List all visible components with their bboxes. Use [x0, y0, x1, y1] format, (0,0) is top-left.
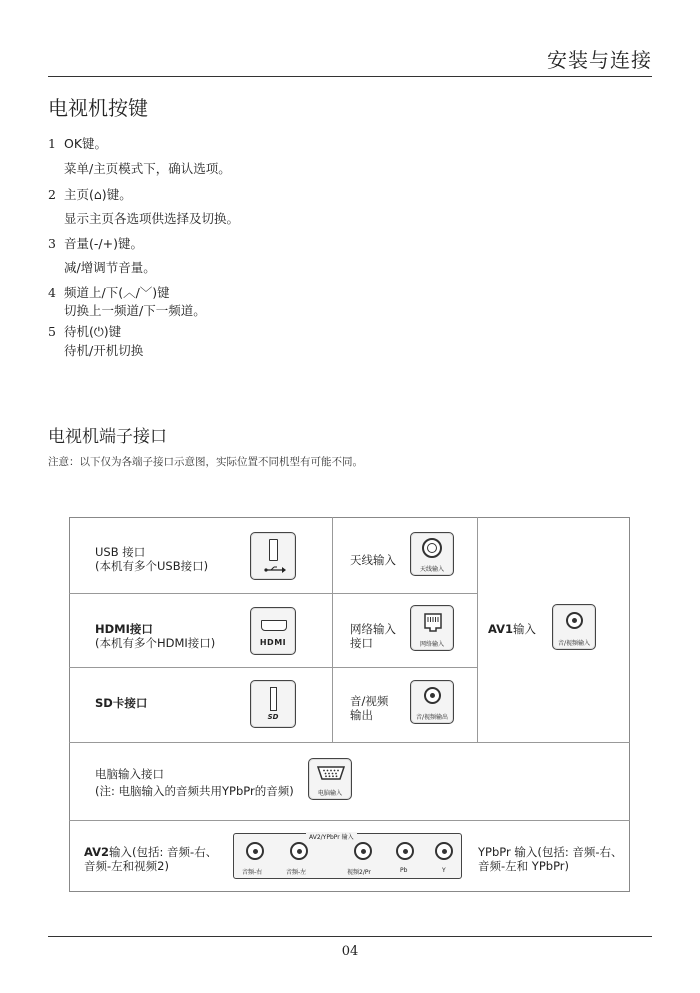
av1-label-text: 输入: [513, 622, 537, 636]
item-description: 切换上一频道/下一频道。: [64, 303, 206, 318]
item-description: 减/增调节音量。: [64, 260, 156, 275]
av-out-caption: 音/视频输出: [415, 714, 449, 721]
item-number: 1: [48, 136, 56, 151]
ypbpr-label: [478, 845, 623, 873]
antenna-port-diagram: [410, 532, 454, 576]
network-port-diagram: [410, 605, 454, 651]
pb-jack: [396, 842, 414, 860]
antenna-caption: 天线输入: [419, 566, 444, 573]
av2-panel-title: AV2/YPbPr 输入: [306, 832, 357, 841]
sd-port-diagram: [250, 680, 296, 728]
table-divider: [69, 667, 477, 668]
table-divider: [332, 517, 333, 742]
network-label: [350, 622, 396, 650]
button-item-channel: [48, 284, 170, 302]
ethernet-icon: [422, 610, 444, 632]
footer-divider: [48, 936, 652, 937]
sd-label: SD卡接口: [95, 696, 148, 710]
audio-right-caption: 音频-右: [242, 869, 263, 876]
pc-subtitle: (注: 电脑输入的音频共用YPbPr的音频): [95, 784, 294, 798]
hdmi-subtitle: (本机有多个HDMI接口): [95, 636, 216, 650]
item-description: 显示主页各选项供选择及切换。: [64, 211, 240, 226]
item-description: 菜单/主页模式下，确认选项。: [64, 161, 231, 176]
usb-title: USB 接口: [95, 545, 146, 559]
av2-label-line2: 音频-左和视频2): [84, 859, 169, 873]
av-out-label: [350, 694, 388, 722]
item-label: OK键。: [64, 136, 108, 151]
av1-port-diagram: [552, 604, 596, 650]
usb-slot: [269, 539, 278, 561]
network-caption: 网络输入: [419, 641, 444, 648]
page-header-title: 安装与连接: [547, 48, 652, 72]
header-divider: [48, 76, 652, 77]
hdmi-label: [95, 622, 215, 650]
audio-right-jack: [246, 842, 264, 860]
button-item-volume: [48, 235, 143, 253]
ypbpr-label-line1: YPbPr 输入(包括: 音频-右、: [478, 845, 623, 859]
button-item-ok: [48, 135, 107, 153]
antenna-jack: [422, 538, 442, 558]
pc-label: [95, 767, 294, 798]
av1-label-bold: AV1: [488, 622, 514, 636]
item-number: 4: [48, 285, 56, 300]
hdmi-port-diagram: [250, 607, 296, 655]
y-caption: Y: [442, 867, 446, 874]
hdmi-title: HDMI接口: [95, 622, 153, 636]
vga-icon: [317, 765, 345, 781]
av-out-label-line2: 输出: [350, 708, 373, 722]
audio-left-caption: 音频-左: [286, 869, 307, 876]
av2-label: [84, 845, 217, 873]
pb-caption: Pb: [400, 867, 408, 874]
av1-label: [488, 622, 536, 636]
av2-label-text: 输入(包括: 音频-右、: [109, 845, 218, 859]
usb-port-diagram: [250, 532, 296, 580]
av1-jack: [566, 612, 583, 629]
hdmi-logo: HDMI: [259, 638, 287, 647]
item-label: 主页(⌂)键。: [64, 187, 132, 202]
av-out-port-diagram: [410, 680, 454, 724]
av-out-jack: [424, 687, 441, 704]
page-number: 04: [341, 944, 359, 959]
item-label: 待机(⏻)键: [64, 324, 122, 339]
table-divider: [69, 742, 630, 743]
item-description: 待机/开机切换: [64, 343, 144, 358]
button-item-home: [48, 186, 132, 204]
av2-ypbpr-panel: [233, 833, 462, 879]
audio-left-jack: [290, 842, 308, 860]
pc-caption: 电脑输入: [317, 790, 342, 797]
usb-label: [95, 545, 208, 573]
item-number: 5: [48, 324, 56, 339]
item-number: 2: [48, 187, 56, 202]
pc-title: 电脑输入接口: [95, 767, 164, 781]
y-jack: [435, 842, 453, 860]
av2-label-bold: AV2: [84, 845, 110, 859]
item-label: 频道上/下(︿/﹀)键: [64, 285, 170, 300]
network-label-line2: 接口: [350, 636, 373, 650]
sd-logo: SD: [267, 713, 279, 721]
usb-subtitle: (本机有多个USB接口): [95, 559, 209, 573]
section-title-ports: 电视机端子接口: [48, 427, 167, 447]
antenna-label: 天线输入: [350, 553, 396, 567]
av1-caption: 音/视频输入: [557, 640, 591, 647]
network-label-line1: 网络输入: [350, 622, 396, 636]
video2-pr-caption: 视频2/Pr: [347, 869, 371, 876]
table-divider: [477, 517, 478, 742]
item-label: 音量(-/+)键。: [64, 236, 143, 251]
av-out-label-line1: 音/视频: [350, 694, 389, 708]
ports-note: 注意：以下仅为各端子接口示意图，实际位置不同机型有可能不同。: [48, 456, 363, 468]
usb-icon: [264, 565, 286, 575]
table-divider: [69, 593, 477, 594]
pc-port-diagram: [308, 758, 352, 800]
sd-slot: [270, 687, 277, 711]
section-title-buttons: 电视机按键: [48, 96, 148, 120]
item-number: 3: [48, 236, 56, 251]
table-divider: [69, 820, 630, 821]
ypbpr-label-line2: 音频-左和 YPbPr): [478, 859, 570, 873]
hdmi-slot: [261, 620, 287, 631]
button-item-standby: [48, 323, 121, 341]
video2-pr-jack: [354, 842, 372, 860]
